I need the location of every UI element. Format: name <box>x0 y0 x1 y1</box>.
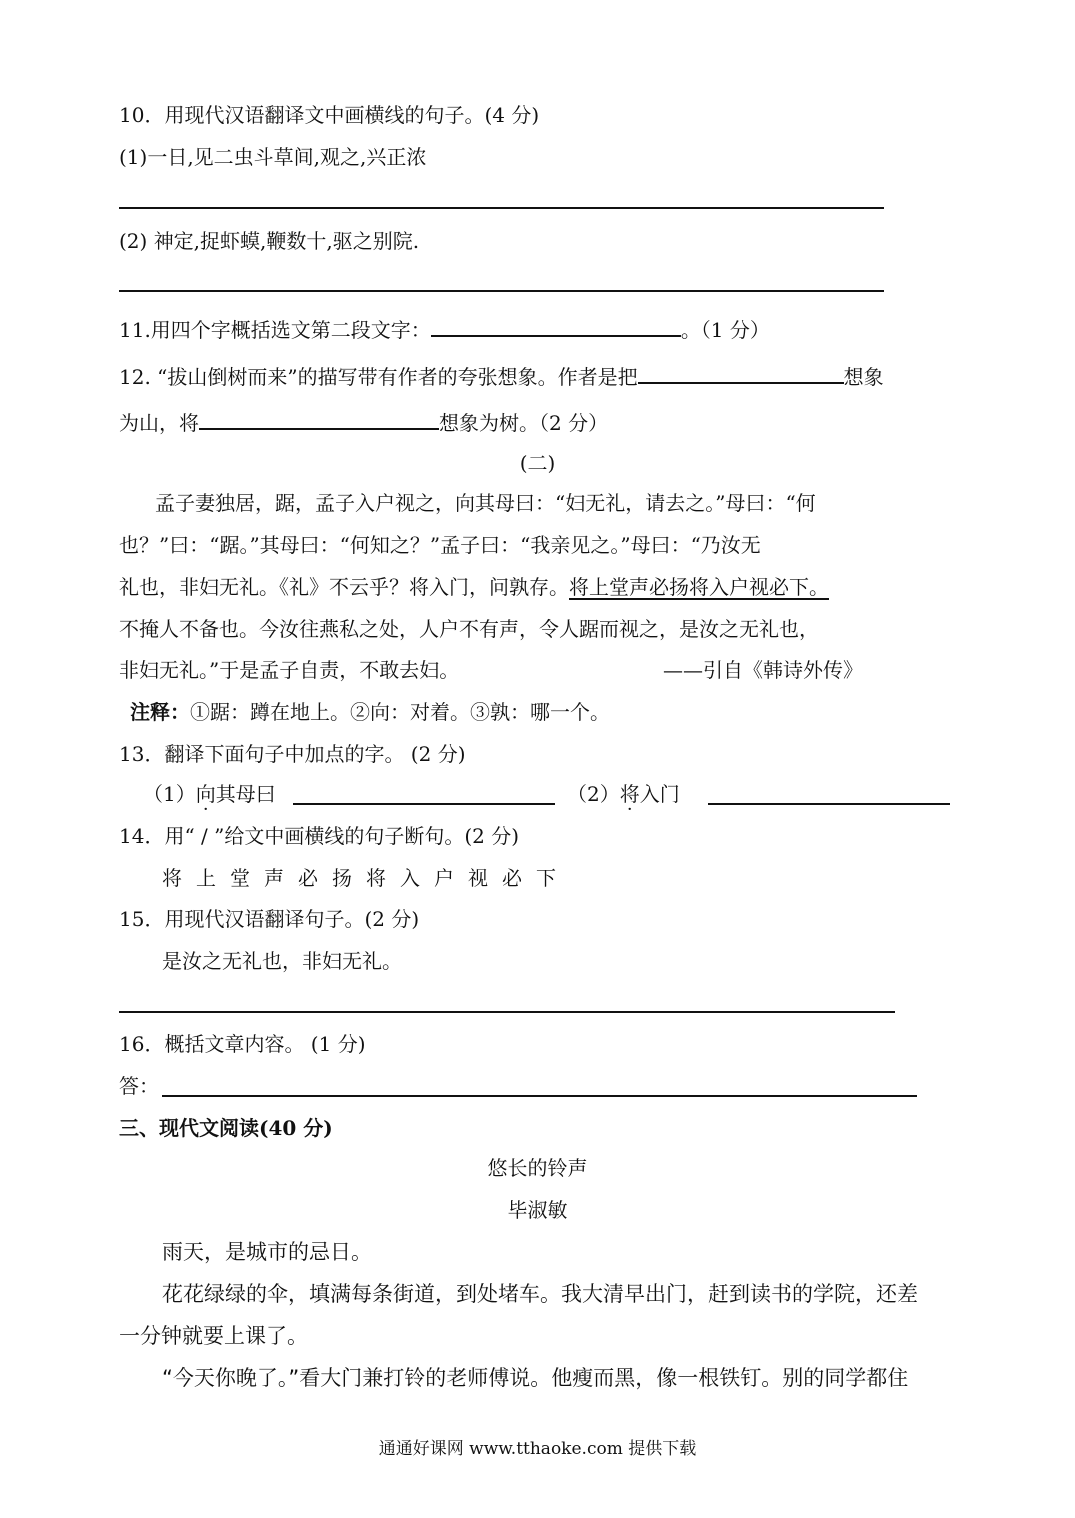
q10-sentence-2: (2) 神定,捉虾蟆,鞭数十,驱之别院. <box>119 229 420 253</box>
article-title: 悠长的铃声 <box>487 1156 588 1180</box>
q14-sentence: 将上堂声必扬将入户视必下 <box>162 866 570 890</box>
q14-title: 14．用“ / ”给文中画横线的句子断句。(2 分) <box>119 824 520 848</box>
q16-answer-line[interactable] <box>162 1095 917 1097</box>
q13-title: 13．翻译下面句子中加点的字。 (2 分) <box>119 742 466 766</box>
q10-title: 10．用现代汉语翻译文中画横线的句子。(4 分) <box>119 103 540 127</box>
q13-answer-blank-2[interactable] <box>708 781 950 805</box>
section-3-title: 三、现代文阅读(40 分) <box>119 1116 333 1140</box>
q15-sentence: 是汝之无礼也，非妇无礼。 <box>162 949 402 973</box>
q13-item-2-text: 入门 <box>639 782 680 806</box>
q12-prefix: 12. “拔山倒树而来”的描写带有作者的夸张想象。作者是把 <box>119 365 638 389</box>
q12-answer-blank-1[interactable] <box>638 360 844 384</box>
q11 <box>119 313 770 343</box>
q12-line2-prefix: 为山，将 <box>119 411 199 435</box>
q13-item-2-number: （2） <box>567 782 620 806</box>
q10-answer-line-2[interactable] <box>119 290 884 292</box>
section-2-title: (二) <box>519 451 556 475</box>
article-paragraph-1: 雨天，是城市的忌日。 <box>162 1240 372 1264</box>
dotted-char-xiang: 向 <box>195 782 216 806</box>
q15-title: 15．用现代汉语翻译句子。(2 分) <box>119 907 420 931</box>
page-footer: 通通好课网 www.tthaoke.com 提供下载 <box>378 1439 697 1459</box>
passage-line-5: 非妇无礼。”于是孟子自责，不敢去妇。 <box>119 658 460 682</box>
article-paragraph-2-line-2: 一分钟就要上课了。 <box>119 1324 308 1348</box>
notes <box>130 699 610 725</box>
passage-line-3-text: 礼也，非妇无礼。《礼》不云乎？将入门，问孰存。 <box>119 575 569 599</box>
q13-item-2 <box>567 781 680 807</box>
passage-source: ——引自《韩诗外传》 <box>663 658 863 682</box>
q16-answer-label: 答： <box>119 1074 159 1098</box>
underlined-sentence: 将上堂声必扬将入户视必下。 <box>569 575 829 599</box>
q15-answer-line[interactable] <box>119 1011 895 1013</box>
article-paragraph-2-line-1: 花花绿绿的伞，填满每条街道，到处堵车。我大清早出门，赶到读书的学院，还差 <box>162 1282 918 1306</box>
dotted-char-jiang: 将 <box>619 782 640 806</box>
q12-line-1 <box>119 360 884 390</box>
q13-item-1 <box>143 781 276 807</box>
q12-line2-suffix: 想象为树。（2 分） <box>439 411 609 435</box>
q11-prefix: 11.用四个字概括选文第二段文字： <box>119 318 431 342</box>
article-author: 毕淑敏 <box>507 1198 568 1222</box>
q10-sentence-1: (1)一日,见二虫斗草间,观之,兴正浓 <box>119 145 427 169</box>
notes-text: ①踞：蹲在地上。②向：对着。③孰：哪一个。 <box>190 700 610 724</box>
article-paragraph-3-line-1: “今天你晚了。”看大门兼打铃的老师傅说。他瘦而黑，像一根铁钉。别的同学都住 <box>162 1366 909 1390</box>
passage-line-2: 也？”曰：“踞。”其母曰：“何知之？”孟子曰：“我亲见之。”母曰：“乃汝无 <box>119 533 761 557</box>
q16-title: 16．概括文章内容。 (1 分) <box>119 1032 366 1056</box>
q13-item-1-number: （1） <box>143 782 196 806</box>
q10-answer-line-1[interactable] <box>119 207 884 209</box>
q11-answer-blank[interactable] <box>431 313 681 337</box>
q11-suffix: 。（1 分） <box>680 318 770 342</box>
passage-line-4: 不掩人不备也。今汝往燕私之处，人户不有声，令人踞而视之，是汝之无礼也， <box>119 617 819 641</box>
q12-answer-blank-2[interactable] <box>199 406 439 430</box>
notes-label: 注释： <box>130 700 190 724</box>
q13-answer-blank-1[interactable] <box>293 781 555 805</box>
q12-suffix: 想象 <box>843 365 884 389</box>
passage-line-3 <box>119 574 829 600</box>
passage-line-1: 孟子妻独居，踞，孟子入户视之，向其母曰：“妇无礼，请去之。”母曰：“何 <box>155 491 816 515</box>
q12-line-2 <box>119 406 608 436</box>
q13-item-1-text: 其母曰 <box>215 782 276 806</box>
